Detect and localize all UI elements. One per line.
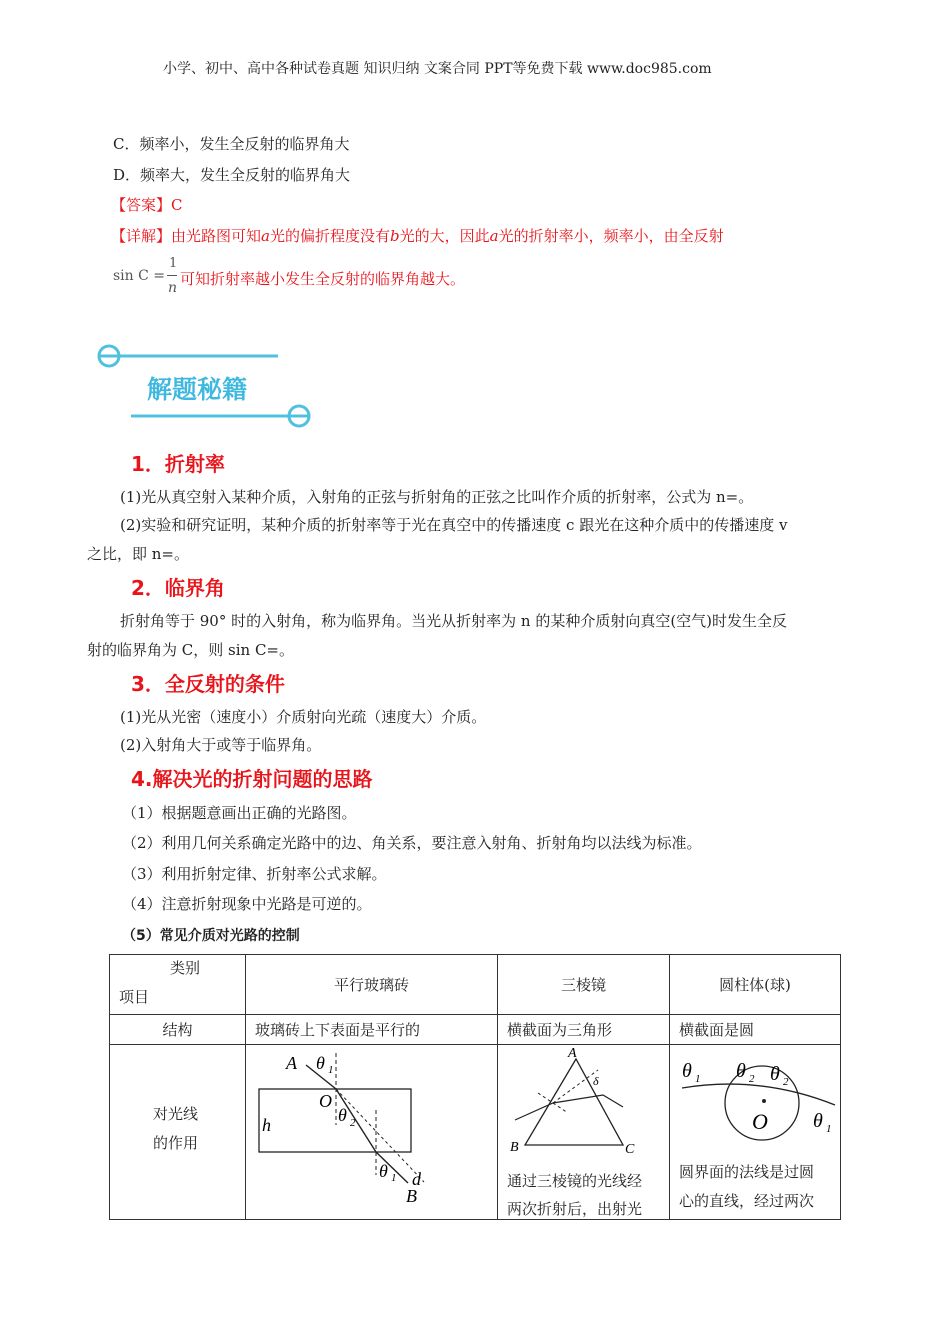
circle-text: 心的直线，经过两次 xyxy=(679,1192,815,1210)
text-line: （4）注意折射现象中光路是可逆的。 xyxy=(122,895,372,913)
table-cell: 玻璃砖上下表面是平行的 xyxy=(246,1015,498,1045)
explanation-line1 xyxy=(111,225,724,246)
text: a xyxy=(489,227,499,245)
label-b: B xyxy=(406,1186,417,1206)
answer xyxy=(111,194,183,215)
label-c: C xyxy=(625,1142,635,1155)
text: a xyxy=(261,227,270,245)
section-title: 4.解决光的折射问题的思路 xyxy=(131,767,373,791)
header-cell: 三棱镜 xyxy=(498,955,670,1015)
subheading: （5）常见介质对光路的控制 xyxy=(122,928,300,944)
text-line: （2）利用几何关系确定光路中的边、角关系，要注意入射角、折射角均以法线为标准。 xyxy=(122,834,702,852)
section-title: 1．折射率 xyxy=(131,452,225,476)
circle-svg xyxy=(670,1045,840,1155)
label-sub: 1 xyxy=(328,1064,334,1076)
glass-slab-svg xyxy=(246,1045,496,1215)
header-cell: 圆柱体(球) xyxy=(670,955,841,1015)
row-label-line: 对光线 xyxy=(153,1105,199,1123)
label-theta: θ xyxy=(316,1053,325,1073)
banner-title: 解题秘籍 xyxy=(147,375,248,404)
option-d: D．频率大，发生全反射的临界角大 xyxy=(113,166,351,184)
answer-label: 【答案】 xyxy=(111,196,172,214)
answer-value: C xyxy=(171,196,183,214)
label-sub: 1 xyxy=(826,1123,832,1135)
row-label-line: 的作用 xyxy=(153,1134,199,1152)
label-theta: θ xyxy=(682,1060,692,1082)
label-a: A xyxy=(286,1053,297,1073)
section-title: 2．临界角 xyxy=(131,576,225,600)
row-label: 结构 xyxy=(110,1015,246,1045)
label-theta: θ xyxy=(379,1161,388,1181)
text: 光的偏折程度没有 xyxy=(269,227,390,245)
label-theta: θ xyxy=(770,1063,780,1085)
label-sub: 2 xyxy=(350,1117,356,1129)
label-sub: 2 xyxy=(749,1073,755,1085)
corner-top: 类别 xyxy=(170,959,201,977)
label-sub: 1 xyxy=(695,1073,701,1085)
label-delta: δ xyxy=(593,1074,599,1088)
prism-diagram xyxy=(498,1045,670,1220)
corner-bottom: 项目 xyxy=(119,988,150,1006)
text: 由光路图可知 xyxy=(171,227,262,245)
text: 光的大，因此 xyxy=(399,227,490,245)
prism-svg xyxy=(498,1045,668,1155)
text-line: （1）根据题意画出正确的光路图。 xyxy=(122,804,357,822)
row-label xyxy=(110,1045,246,1220)
formula-denominator: n xyxy=(168,280,178,296)
text-line: （3）利用折射定律、折射率公式求解。 xyxy=(122,865,387,883)
prism-text: 两次折射后，出射光 xyxy=(507,1200,643,1218)
explain-label: 【详解】 xyxy=(111,227,172,245)
prism-text: 通过三棱镜的光线经 xyxy=(507,1172,643,1190)
header-cell: 平行玻璃砖 xyxy=(246,955,498,1015)
circle-diagram xyxy=(670,1045,841,1220)
label-h: h xyxy=(262,1115,271,1135)
text-line: (1)光从光密（速度小）介质射向光疏（速度大）介质。 xyxy=(120,708,487,726)
table-cell: 横截面为三角形 xyxy=(498,1015,670,1045)
table-cell: 横截面是圆 xyxy=(670,1015,841,1045)
text-line: (2)入射角大于或等于临界角。 xyxy=(120,736,322,754)
text: b xyxy=(390,227,400,245)
label-theta: θ xyxy=(338,1105,347,1125)
text-line: 之比，即 n=。 xyxy=(87,545,189,563)
section-title: 3．全反射的条件 xyxy=(131,672,285,696)
text-line: 射的临界角为 C，则 sin C=。 xyxy=(87,641,294,659)
label-sub: 1 xyxy=(391,1172,397,1184)
label-d: d xyxy=(412,1169,421,1189)
corner-cell xyxy=(110,955,246,1015)
text-line: 折射角等于 90° 时的入射角，称为临界角。当光从折射率为 n 的某种介质射向真空(空气)时发生全反 xyxy=(120,612,788,630)
circle-text: 圆界面的法线是过圆 xyxy=(679,1163,815,1181)
text: 光的折射率小，频率小，由全反射 xyxy=(498,227,724,245)
label-b: B xyxy=(510,1140,519,1155)
text-line: (2)实验和研究证明，某种介质的折射率等于光在真空中的传播速度 c 跟光在这种介质中的传播速度 v xyxy=(120,516,788,534)
optics-table xyxy=(109,954,841,1220)
formula-numerator: 1 xyxy=(169,256,178,271)
label-a: A xyxy=(568,1046,577,1061)
label-o: O xyxy=(752,1109,768,1134)
explain-conclusion: 可知折射率越小发生全反射的临界角越大。 xyxy=(180,270,466,288)
page-header: 小学、初中、高中各种试卷真题 知识归纳 文案合同 PPT等免费下载 www.doc985.com xyxy=(163,61,712,77)
formula-lhs: sin C = xyxy=(113,268,166,284)
banner-logo xyxy=(95,340,315,430)
label-o: O xyxy=(319,1091,332,1111)
text-line: (1)光从真空射入某种介质，入射角的正弦与折射角的正弦之比叫作介质的折射率，公式为 n=。 xyxy=(120,488,754,506)
option-c: C．频率小，发生全反射的临界角大 xyxy=(113,135,350,153)
glass-slab-diagram xyxy=(246,1045,498,1220)
label-theta: θ xyxy=(813,1110,823,1132)
label-theta: θ xyxy=(736,1060,746,1082)
label-sub: 2 xyxy=(783,1076,789,1088)
